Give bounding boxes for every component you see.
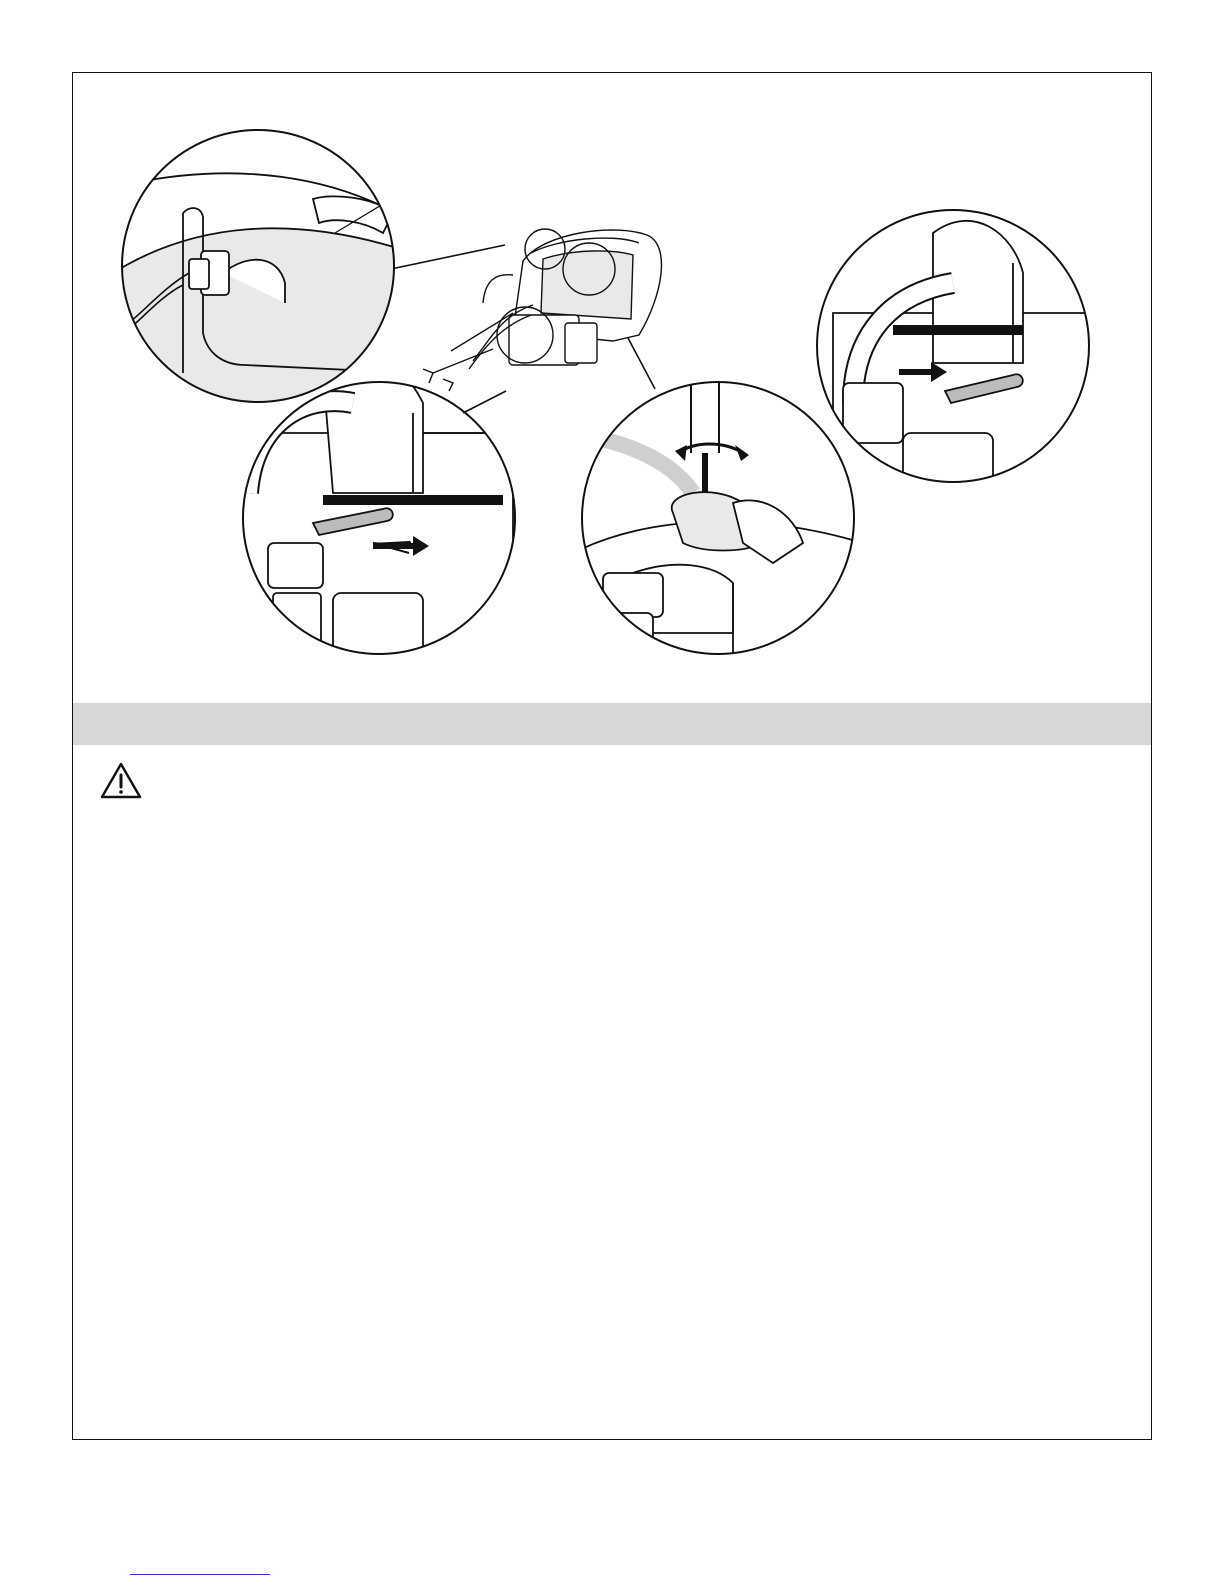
- lever-push-inset: [243, 354, 515, 673]
- section-header-band: [73, 703, 1151, 745]
- installation-illustration: [73, 73, 1153, 705]
- screwdriver-adjust-inset: [573, 373, 863, 673]
- caution-triangle-icon: [99, 761, 143, 801]
- footer-link-underline[interactable]: [130, 1574, 270, 1575]
- cable-fitting-inset: [113, 130, 413, 413]
- lever-pull-inset: [817, 210, 1103, 493]
- product-overview: [423, 229, 661, 391]
- instruction-page-frame: [72, 72, 1152, 1440]
